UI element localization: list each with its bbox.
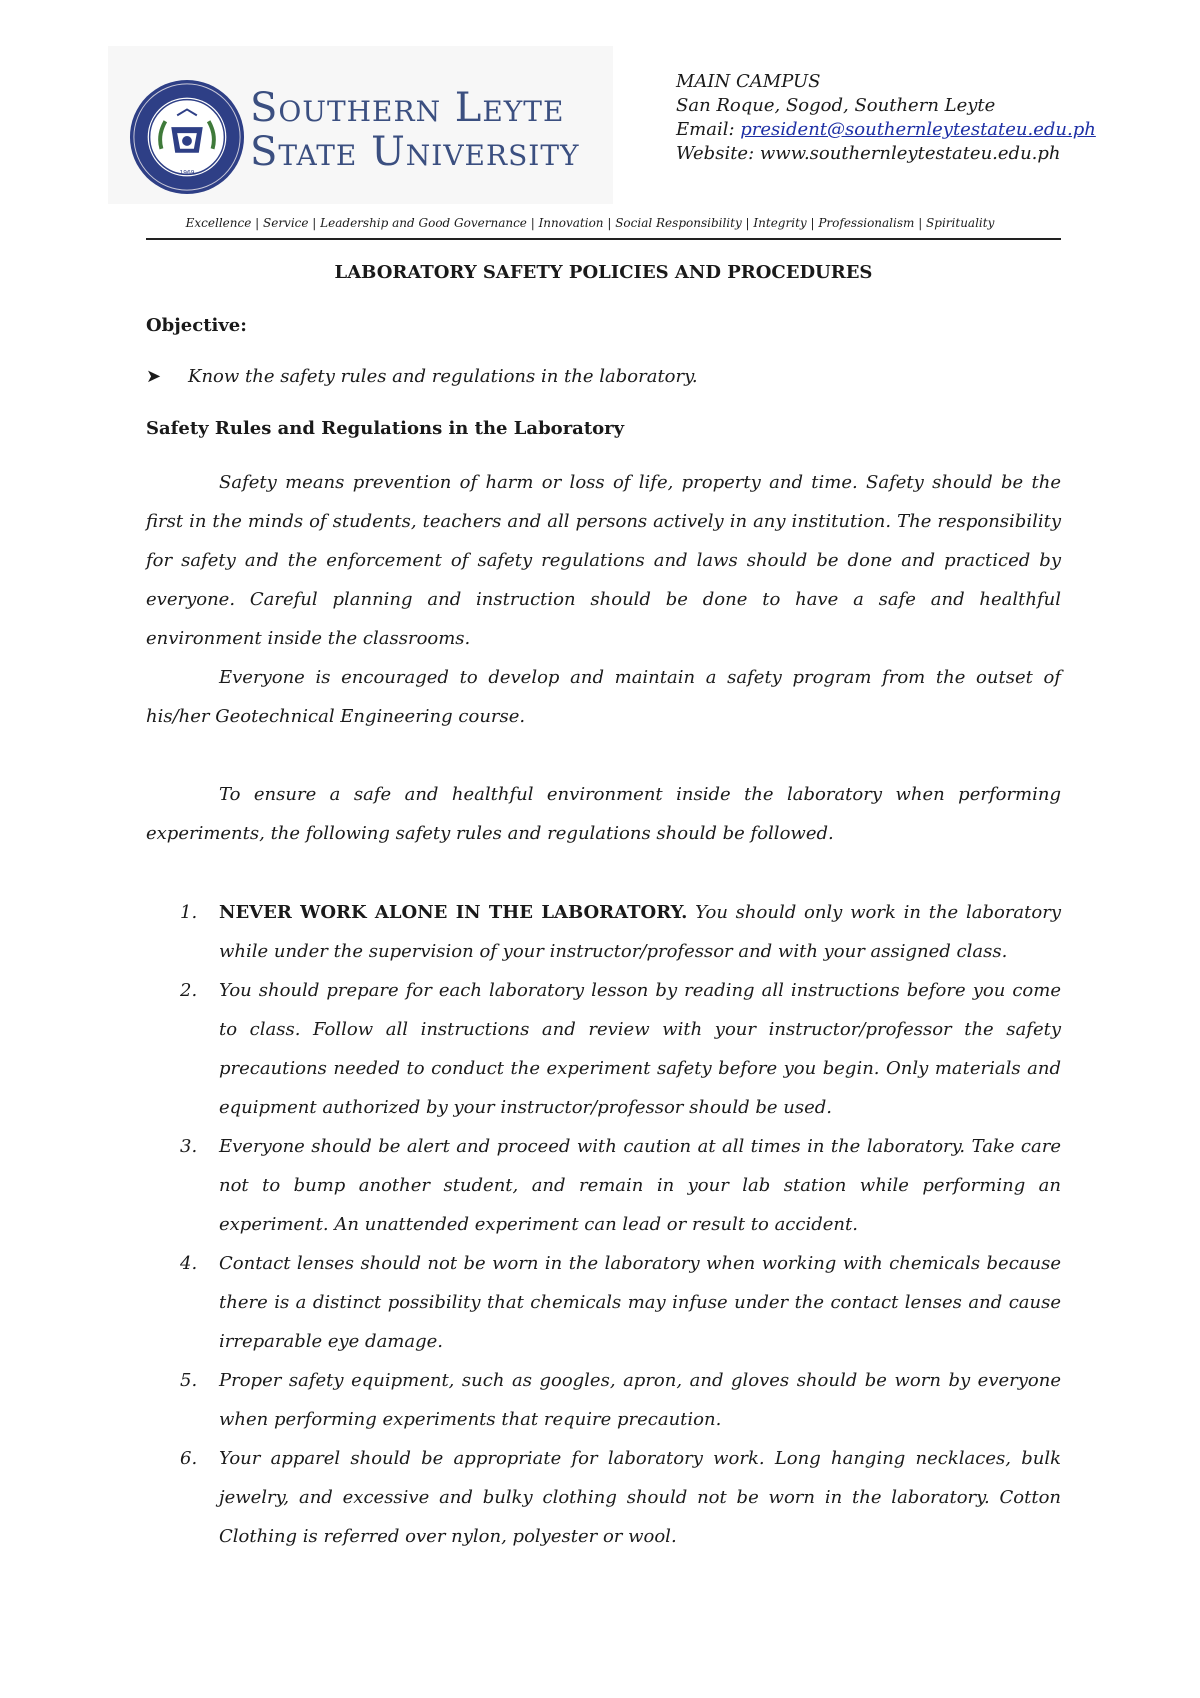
objective-text: Know the safety rules and regulations in the laboratory. [188,366,698,387]
rule-text: You should only work in the laboratory while under the supervision of your instructor/professor and with your assigned class. [219,902,1062,962]
campus-email [676,118,1096,142]
university-name [250,86,579,174]
core-values-line: Excellence | Service | Leadership and Good Governance | Innovation | Social Responsibility | Integrity | Professionalism | Spirituality [185,216,995,230]
email-label: Email: [676,119,741,140]
campus-contact-block [676,70,1096,166]
rule-text: Everyone should be alert and proceed with caution at all times in the laboratory. Take care not to bump another student, and remain in your lab station while performing an experiment. An unattended experiment can lead or result to accident. [219,1136,1061,1235]
svg-text:1969: 1969 [179,170,195,177]
paragraph-safety-definition: Safety means prevention of harm or loss of life, property and time. Safety should be the first in the minds of students, teachers and all persons actively in any institution. The responsibility for safety and the enforcement of safety regulations and laws should be done and practiced by everyone. Careful planning and instruction should be done to have a safe and healthful environment inside the classrooms. [146,472,1061,649]
list-item [146,971,1061,1127]
list-number: 4. [180,1253,198,1274]
paragraph-safety-program: Everyone is encouraged to develop and maintain a safety program from the outset of his/her Geotechnical Engineering course. [146,667,1061,727]
rule-text: Contact lenses should not be worn in the laboratory when working with chemicals because there is a distinct possibility that chemicals may infuse under the contact lenses and cause irreparable eye damage. [219,1253,1061,1352]
rule-text: Your apparel should be appropriate for laboratory work. Long hanging necklaces, bulk jewelry, and excessive and bulky clothing should not be worn in the laboratory. Cotton Clothing is referred over nylon, polyester or wool. [219,1448,1061,1547]
university-seal-logo [128,78,246,196]
document-title: LABORATORY SAFETY POLICIES AND PROCEDURES [334,262,873,283]
list-number: 3. [180,1136,198,1157]
list-number: 2. [180,980,198,1001]
rule-bold-text: NEVER WORK ALONE IN THE LABORATORY. [219,902,688,923]
campus-website: Website: www.southernleytestateu.edu.ph [676,143,1061,164]
paragraph-intro-rules: To ensure a safe and healthful environment inside the laboratory when performing experiments, the following safety rules and regulations should be followed. [146,784,1061,844]
list-number: 6. [180,1448,198,1469]
email-link[interactable]: president@southernleytestateu.edu.ph [740,119,1096,140]
list-item [146,893,1061,971]
header-divider [146,238,1061,240]
objective-heading: Objective: [146,315,247,336]
list-number: 5. [180,1370,198,1391]
campus-name: MAIN CAMPUS [676,71,821,92]
list-item [146,1127,1061,1244]
university-name-line1: Southern Leyte [250,85,565,131]
arrow-bullet-icon: ➤ [146,366,162,387]
objective-bullet [146,366,698,387]
university-name-line2: State University [250,129,580,175]
section-heading: Safety Rules and Regulations in the Laboratory [146,418,625,439]
list-item [146,1361,1061,1439]
list-item [146,1244,1061,1361]
safety-rules-list [146,893,1061,1556]
campus-address: San Roque, Sogod, Southern Leyte [676,95,996,116]
rule-text: You should prepare for each laboratory lesson by reading all instructions before you come to class. Follow all instructions and review with your instructor/professor the safety precautions needed to conduct the experiment safety before you begin. Only materials and equipment authorized by your instructor/professor should be used. [219,980,1061,1118]
rule-text: Proper safety equipment, such as googles, apron, and gloves should be worn by everyone when performing experiments that require precaution. [219,1370,1061,1430]
list-number: 1. [180,902,198,923]
list-item [146,1439,1061,1556]
